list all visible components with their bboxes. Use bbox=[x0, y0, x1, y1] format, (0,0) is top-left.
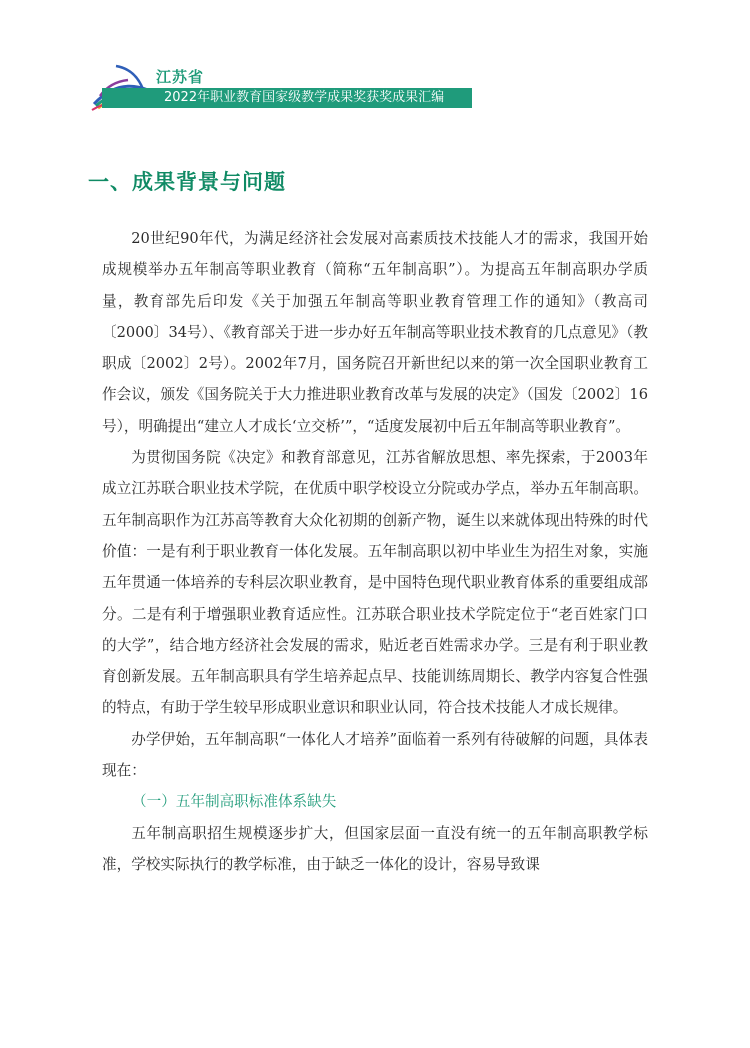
paragraph-2: 为贯彻国务院《决定》和教育部意见，江苏省解放思想、率先探索，于2003年成立江苏联合职业技术学院，在优质中职学校设立分院或办学点，举办五年制高职。五年制高职作为江苏高等教育大众化初期的创新产物，诞生以来就体现出特殊的时代价值：一是有利于职业教育一体化发展。五年制高职以初中毕业生为招生对象，实施五年贯通一体培养的专科层次职业教育，是中国特色现代职业教育体系的重要组成部分。二是有利于增强职业教育适应性。江苏联合职业技术学院定位于“老百姓家门口的大学”，结合地方经济社会发展的需求，贴近老百姓需求办学。三是有利于职业教育创新发展。五年制高职具有学生培养起点早、技能训练周期长、教学内容复合性强的特点，有助于学生较早形成职业意识和职业认同，符合技术技能人才成长规律。 bbox=[102, 449, 648, 717]
page-header bbox=[88, 58, 508, 114]
paragraph-1: 20世纪90年代，为满足经济社会发展对高素质技术技能人才的需求，我国开始成规模举办五年制高等职业教育（简称“五年制高职”）。为提高五年制高职办学质量，教育部先后印发《关于加强五年制高等职业教育管理工作的通知》（教高司〔2000〕34号）、《教育部关于进一步办好五年制高等职业技术教育的几点意见》（教职成〔2002〕2号）。2002年7月，国务院召开新世纪以来的第一次全国职业教育工作会议，颁发《国务院关于大力推进职业教育改革与发展的决定》（国发〔2002〕16号），明确提出“建立人才成长‘立交桥’”，“适度发展初中后五年制高等职业教育”。 bbox=[102, 230, 648, 435]
body-text bbox=[102, 223, 648, 880]
subtitle-banner bbox=[102, 88, 472, 108]
province-label: 江苏省 bbox=[156, 68, 205, 86]
paragraph-4: 五年制高职招生规模逐步扩大，但国家层面一直没有统一的五年制高职教学标准，学校实际执行的教学标准，由于缺乏一体化的设计，容易导致课 bbox=[102, 824, 648, 873]
section-heading: 一、成果背景与问题 bbox=[88, 170, 286, 194]
subheading-1: （一）五年制高职标准体系缺失 bbox=[132, 793, 337, 811]
paragraph-3: 办学伊始，五年制高职“一体化人才培养”面临着一系列有待破解的问题，具体表现在： bbox=[102, 730, 648, 780]
subtitle-text: 2022年职业教育国家级教学成果奖获奖成果汇编 bbox=[164, 90, 445, 105]
